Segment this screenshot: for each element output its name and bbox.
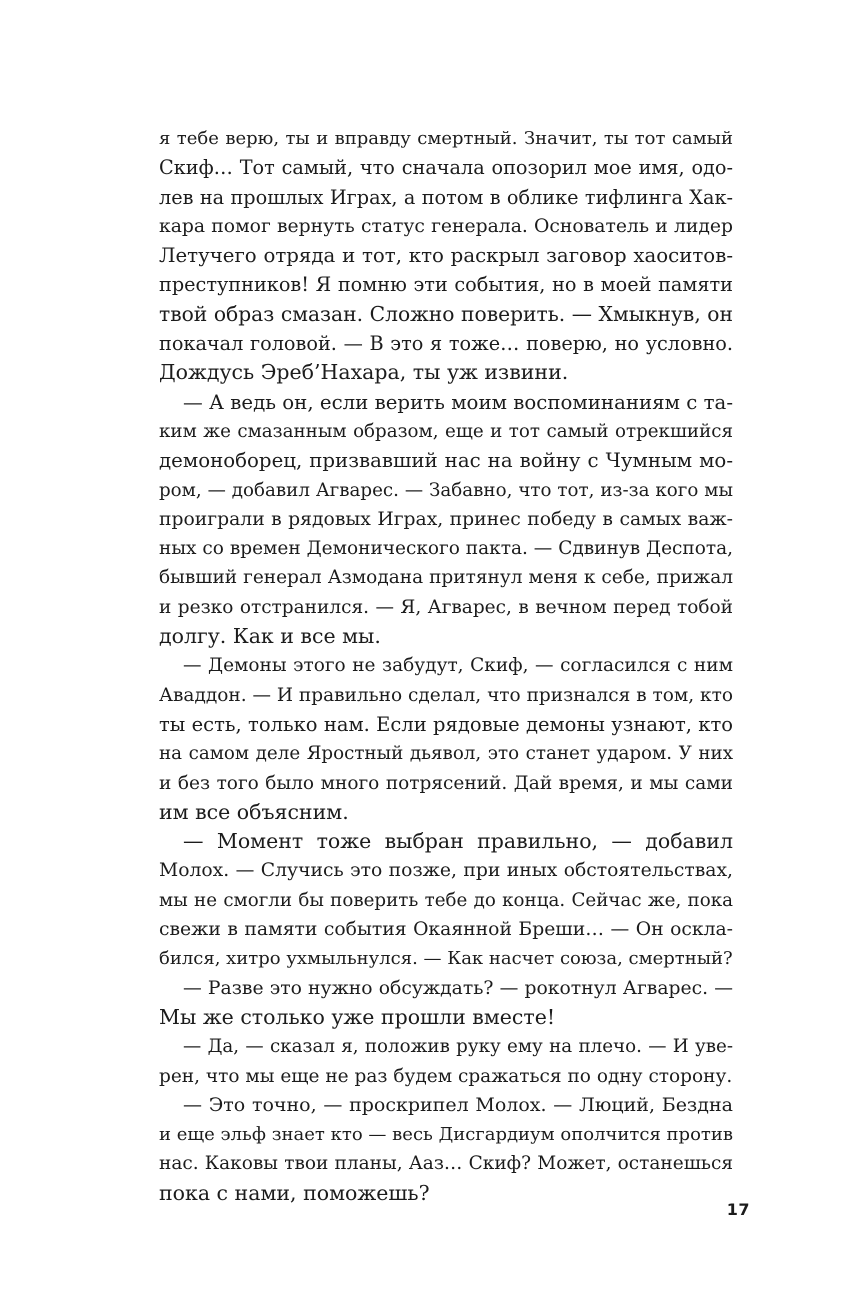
text-line: — Момент тоже выбран правильно, — добавил: [183, 829, 733, 854]
text-line: пока с нами, поможешь?: [159, 1180, 430, 1205]
text-line: ных со времен Демонического пакта. — Сдвинув Деспота,: [159, 538, 733, 560]
text-line: Скиф… Тот самый, что сначала опозорил мое имя, одо-: [159, 156, 733, 180]
text-line: нас. Каковы твои планы, Ааз… Скиф? Может, останешься: [159, 1153, 733, 1175]
text-line: демоноборец, призвавший нас на войну с Чумным мо-: [159, 449, 733, 473]
text-line: я тебе верю, ты и вправду смертный. Значит, ты тот самый: [159, 128, 733, 149]
text-line: лев на прошлых Играх, а потом в облике тифлинга Хак-: [159, 185, 733, 209]
text-line: бился, хитро ухмыльнулся. — Как насчет союза, смертный?: [159, 948, 733, 970]
text-line: Аваддон. — И правильно сделал, что признался в том, кто: [159, 684, 733, 706]
text-line: — Это точно, — проскрипел Молох. — Люций, Бездна: [183, 1093, 733, 1116]
text-line: — Да, — сказал я, положив руку ему на плечо. — И уве-: [183, 1036, 733, 1058]
text-line: ты есть, только нам. Если рядовые демоны узнают, кто: [159, 712, 733, 736]
text-line: им все объясним.: [159, 799, 349, 824]
text-line: Дождусь Эреб’Нахара, ты уж извини.: [159, 360, 569, 385]
text-line: — Демоны этого не забудут, Скиф, — согласился с ним: [183, 655, 733, 677]
body-text: [159, 124, 733, 1208]
text-line: долгу. Как и все мы.: [159, 624, 381, 649]
text-line: бывший генерал Азмодана притянул меня к себе, прижал: [159, 567, 733, 589]
text-line: мы не смогли бы поверить тебе до конца. Сейчас же, пока: [159, 889, 733, 911]
text-line: рен, что мы еще не раз будем сражаться по одну сторону.: [159, 1065, 733, 1087]
text-line: ром, — добавил Агварес. — Забавно, что тот, из-за кого мы: [159, 479, 733, 501]
text-line: кара помог вернуть статус генерала. Основатель и лидер: [159, 215, 733, 237]
text-line: — Разве это нужно обсуждать? — рокотнул Агварес. —: [183, 977, 733, 999]
text-line: твой образ смазан. Сложно поверить. — Хмыкнув, он: [159, 301, 733, 326]
text-line: Молох. — Случись это позже, при иных обстоятельствах,: [159, 860, 733, 882]
text-line: — А ведь он, если верить моим воспоминаниям с та-: [183, 390, 733, 414]
text-line: на самом деле Яростный дьявол, это станет ударом. У них: [159, 743, 733, 765]
text-line: Летучего отряда и тот, кто раскрыл заговор хаоситов-: [159, 244, 733, 268]
text-line: и резко отстранился. — Я, Агварес, в вечном перед тобой: [159, 596, 733, 618]
text-line: и еще эльф знает кто — весь Дисгардиум ополчится против: [159, 1124, 733, 1146]
text-line: преступников! Я помню эти события, но в моей памяти: [159, 273, 733, 297]
text-line: свежи в памяти события Окаянной Бреши… — Он оскла-: [159, 919, 733, 941]
text-line: проиграли в рядовых Играх, принес победу в самых важ-: [159, 508, 733, 530]
text-line: покачал головой. — В это я тоже… поверю, но условно.: [159, 332, 733, 356]
text-line: Мы же столько уже прошли вместе!: [159, 1004, 556, 1029]
page-number: 17: [726, 1200, 750, 1219]
text-line: ким же смазанным образом, еще и тот самый отрекшийся: [159, 420, 733, 442]
text-line: и без того было много потрясений. Дай время, и мы сами: [159, 772, 733, 794]
